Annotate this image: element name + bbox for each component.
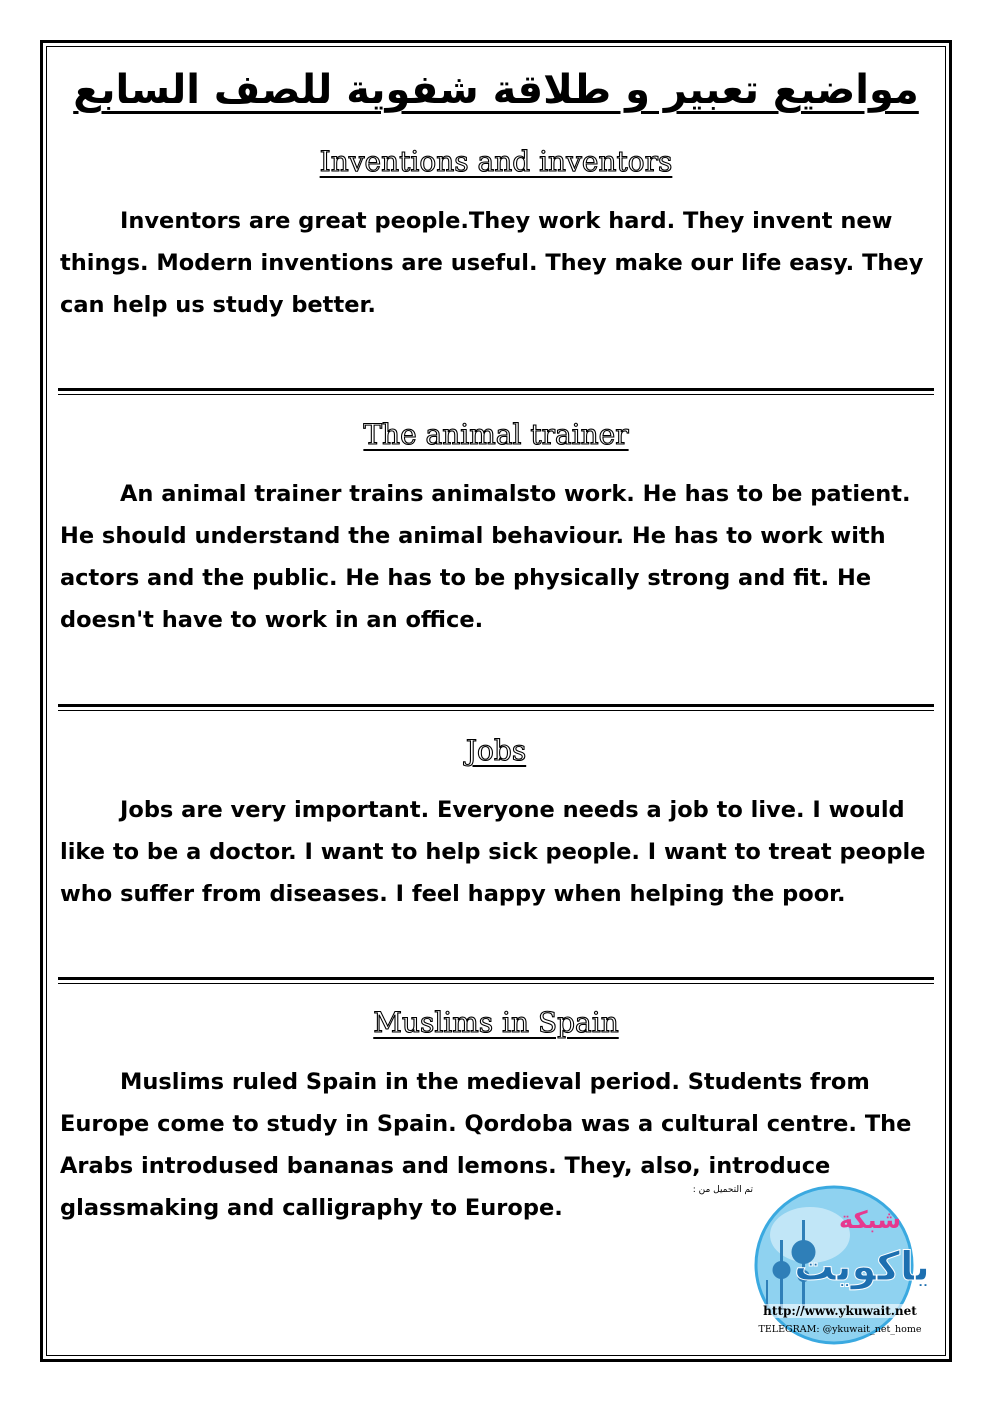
page-title: مواضيع تعبير و طلاقة شفوية للصف السابع — [73, 67, 919, 113]
section-divider — [58, 977, 934, 984]
section-heading-animal-trainer: The animal trainer — [363, 418, 629, 451]
section-heading-muslims-spain: Muslims in Spain — [373, 1006, 619, 1039]
logo-downloaded-from: تم التحميل من : — [692, 1185, 753, 1195]
section-heading-inventions: Inventions and inventors — [319, 145, 673, 178]
section-heading-jobs: Jobs — [465, 734, 527, 767]
logo-url: http://www.ykuwait.net — [763, 1304, 917, 1318]
ykuwait-logo — [692, 1180, 930, 1350]
section-divider — [58, 704, 934, 711]
section-body-muslims-spain: Muslims ruled Spain in the medieval period. Students from Europe come to study in Spain. Qordoba was a cultural centre. The Arabs introdused bananas and lemons. They, also, introduce glassmaking and calligraphy to Europe. — [60, 1069, 912, 1221]
logo-brand-text: ياكويت — [794, 1244, 930, 1290]
section-divider — [58, 388, 934, 395]
section-body-jobs: Jobs are very important. Everyone needs a job to live. I would like to be a doctor. I want to help sick people. I want to treat people who suffer from diseases. I feel happy when helping the poor. — [60, 797, 926, 907]
logo-network-text: شبكة — [839, 1206, 901, 1234]
section-body-animal-trainer: An animal trainer trains animalsto work. He has to be patient. He should understand the animal behaviour. He has to work with actors and the public. He has to be physically strong and fit. He doesn't have to work in an office. — [60, 481, 911, 633]
logo-telegram: TELEGRAM: @ykuwait_net_home — [758, 1324, 922, 1335]
section-body-inventions: Inventors are great people.They work hard. They invent new things. Modern inventions are useful. They make our life easy. They can help us study better. — [60, 208, 924, 318]
